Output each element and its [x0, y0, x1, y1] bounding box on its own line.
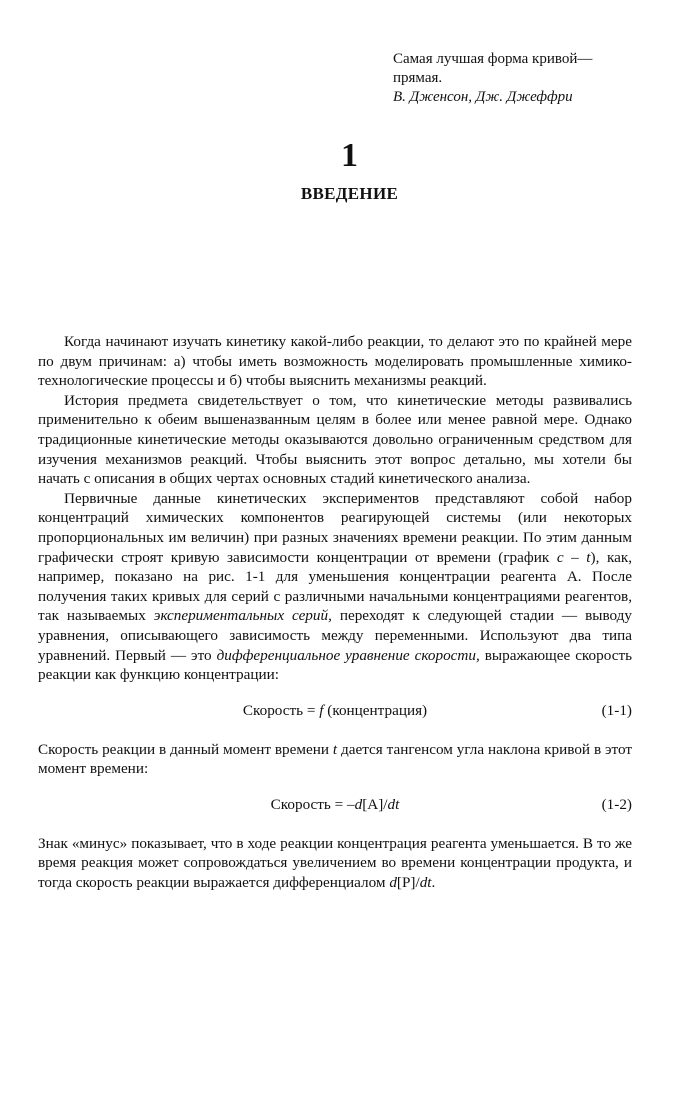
- term-experimental-series: экспериментальных серий,: [153, 607, 332, 625]
- paragraph-2: История предмета свидетельствует о том, что кинетические методы развивались применительно к обеим вышеназванным целям в более или менее равной мере. Однако традиционные кинетические методы оказываются довольно ограниченным средством для изучения механизмов реакций. Чтобы выяснить этот вопрос детально, мы хотели бы начать с описания в общих чертах основных стадий кинетического анализа.: [38, 391, 632, 488]
- term-differential-rate-equation: дифференциальное уравнение скорости,: [216, 646, 480, 664]
- variable-t: t: [332, 740, 338, 758]
- epigraph: [393, 50, 643, 107]
- equation-1-2-number: (1-2): [601, 795, 632, 813]
- equation-1-2: [38, 795, 632, 815]
- equation-1-1-expression: Скорость = f (концентрация): [242, 701, 428, 719]
- paragraph-4: Скорость реакции в данный момент времени t дается тангенсом угла наклона кривой в этот момент времени:: [38, 740, 632, 778]
- paragraph-5: Знак «минус» показывает, что в ходе реакции концентрация реагента уменьшается. В то же время реакция может сопровождаться увеличением во времени концентрации продукта, и тогда скорость реакции выражается дифференциалом d[P]/dt.: [38, 834, 632, 892]
- equation-1-1: [38, 701, 632, 721]
- equation-1-2-expression: Скорость = –d[A]/dt: [270, 795, 400, 813]
- epigraph-line-2: прямая.: [393, 70, 443, 86]
- body-text: [38, 332, 632, 893]
- epigraph-line-1: Самая лучшая форма кривой—: [393, 51, 593, 67]
- equation-1-1-number: (1-1): [601, 701, 632, 719]
- paragraph-3: Первичные данные кинетических экспериментов представляют собой набор концентраций химических компонентов реагирующей системы (или некоторых пропорциональных им величин) при разных значениях времени реакции. По этим данным графически строят кривую зависимости концентрации от времени (график c – t), как, например, показано на рис. 1-1 для уменьшения концентрации реагента А. После получения таких кривых для серий с различными начальными концентрациями реагентов, так называемых экспериментальных серий, переходят к следующей стадии — выводу уравнения, описывающего зависимость между переменными. Используют два типа уравнений. Первый — это дифференциальное уравнение скорости, выражающее скорость реакции как функцию концентрации:: [38, 489, 633, 684]
- epigraph-author: В. Дженсон, Дж. Джеффри: [393, 89, 573, 105]
- paragraph-1: Когда начинают изучать кинетику какой-либо реакции, то делают это по крайней мере по двум причинам: а) чтобы иметь возможность моделировать промышленные химико-технологические процессы и б) чтобы выяснить механизмы реакций.: [38, 333, 632, 390]
- chapter-number: 1: [341, 137, 358, 174]
- variable-t: t: [586, 548, 591, 566]
- variable-c: c: [556, 548, 564, 566]
- chapter-title: ВВЕДЕНИЕ: [300, 184, 399, 203]
